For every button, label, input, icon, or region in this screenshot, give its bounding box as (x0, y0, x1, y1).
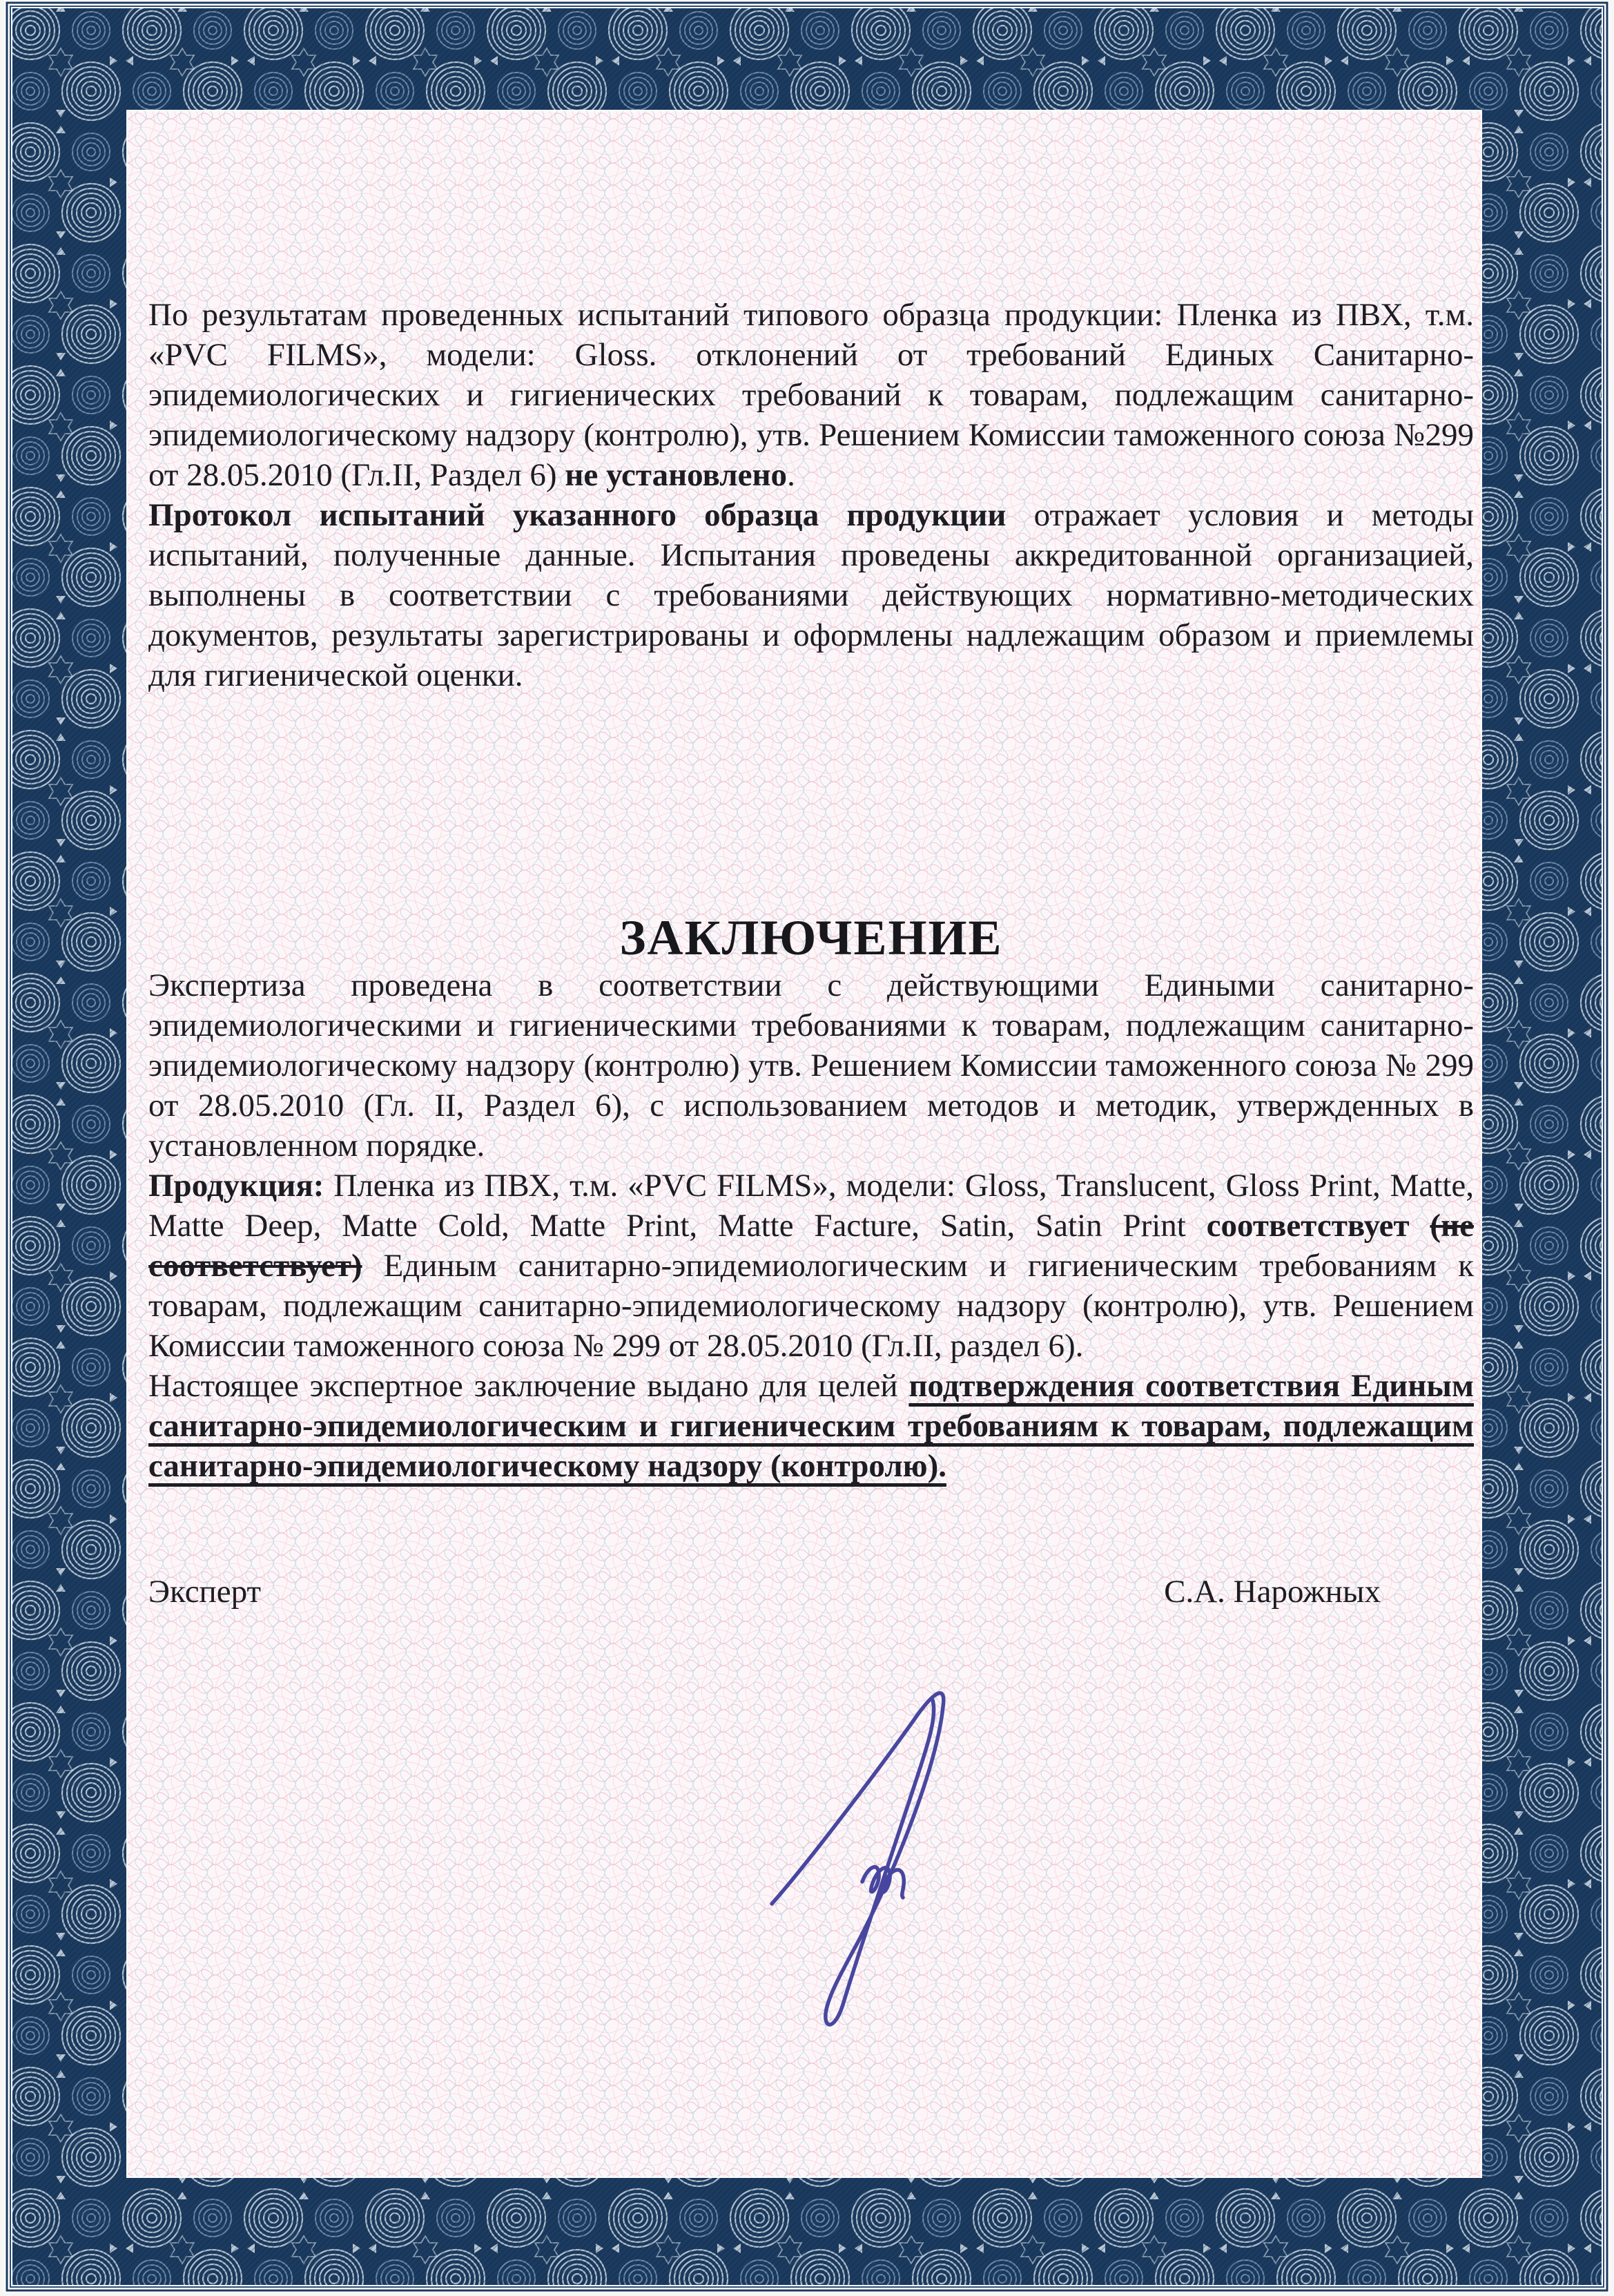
text-run: . (787, 457, 795, 493)
text-run-bold-underline: подтверждения соответствия Единым санитарно-эпидемиологическим и гигиеническим требованиям к товарам, подлежащим санитарно-эпидемиологическому надзору (контролю). (148, 1368, 1474, 1484)
text-run-bold: не установлено (565, 457, 788, 493)
expert-name: С.А. Нарожных (1164, 1574, 1381, 1610)
paragraph-protocol (148, 495, 1474, 695)
paragraph-production (148, 1166, 1474, 1366)
text-run: По результатам проведенных испытаний типового образца продукции: Пленка из ПВХ, т.м. «PVC FILMS», модели: Gloss. отклонений от требований Единых Санитарно-эпидемиологических и гигиенических требований к товарам, подлежащим санитарно-эпидемиологическому надзору (контролю), утв. Решением Комиссии таможенного союза №299 от 28.05.2010 (Гл.II, Раздел 6) (148, 297, 1474, 493)
paragraph-expertise: Экспертиза проведена в соответствии с действующими Едиными санитарно-эпидемиологическими и гигиеническими требованиями к товарам, подлежащим санитарно-эпидемиологическому надзору (контролю) утв. Решением Комиссии таможенного союза № 299 от 28.05.2010 (Гл. II, Раздел 6), с использованием методов и методик, утвержденных в установленном порядке. (148, 967, 1474, 1164)
text-run-bold: Протокол испытаний указанного образца продукции (148, 497, 1007, 533)
signature-row (148, 1572, 1474, 1612)
expert-role-label: Эксперт (148, 1574, 261, 1610)
text-run-strikethrough: (не соответствует) (148, 1208, 1474, 1284)
text-run-bold: соответствует (1206, 1208, 1430, 1244)
text-run: Пленка из ПВХ, т.м. «PVC FILMS», модели: Gloss, Translucent, Gloss Print, Matte, Matte Deep, Matte Cold, Matte Print, Matte Facture, Satin, Satin Print (148, 1168, 1474, 1244)
text-run: отражает условия и методы испытаний, полученные данные. Испытания проведены аккредитованной организацией, выполнены в соответствии с требованиями действующих нормативно-методических документов, результаты зарегистрированы и оформлены надлежащим образом и приемлемы для гигиенической оценки. (148, 497, 1474, 693)
text-run: Единым санитарно-эпидемиологическим и гигиеническим требованиям к товарам, подлежащим санитарно-эпидемиологическому надзору (контролю), утв. Решением Комиссии таможенного союза № 299 от 28.05.2010 (Гл.II, раздел 6). (148, 1248, 1474, 1364)
paragraph-test-results (148, 295, 1474, 495)
text-run-bold: Продукция: (148, 1168, 324, 1204)
text-run: Настоящее экспертное заключение выдано для целей (148, 1368, 909, 1404)
section-heading-conclusion: ЗАКЛЮЧЕНИЕ (619, 910, 1003, 965)
document-content (148, 295, 1474, 1612)
paragraph-purpose (148, 1366, 1474, 1486)
